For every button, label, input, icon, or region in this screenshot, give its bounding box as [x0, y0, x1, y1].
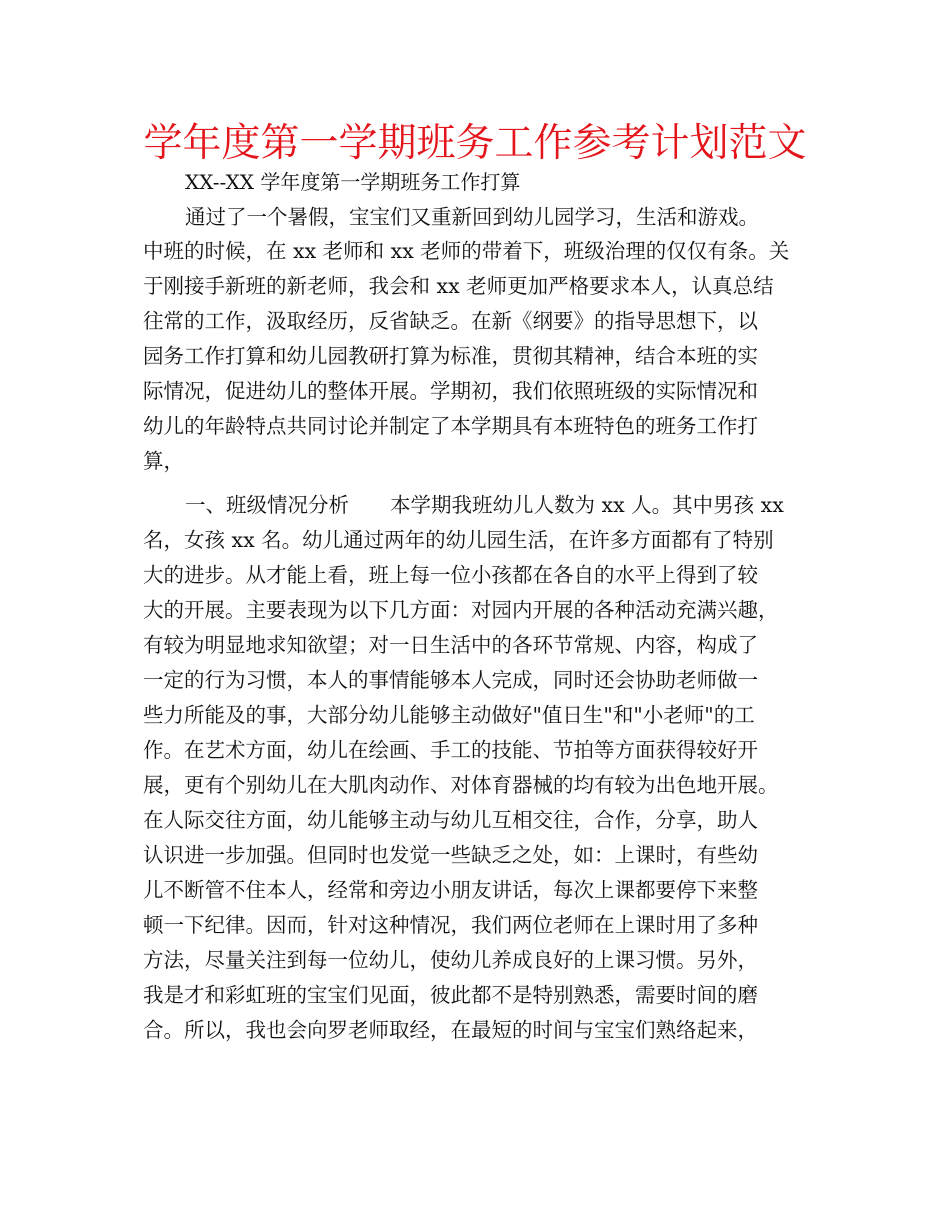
body-line: 认识进一步加强。但同时也发觉一些缺乏之处，如：上课时，有些幼 — [143, 843, 758, 867]
body-line: 合。所以，我也会向罗老师取经，在最短的时间与宝宝们熟络起来， — [143, 1018, 758, 1042]
body-line: 通过了一个暑假，宝宝们又重新回到幼儿园学习，生活和游戏。 — [185, 205, 759, 229]
document-subtitle: XX--XX 学年度第一学期班务工作打算 — [185, 170, 521, 194]
body-line: 际情况，促进幼儿的整体开展。学期初，我们依照班级的实际情况和 — [143, 379, 758, 403]
body-line: 展，更有个别幼儿在大肌肉动作、对体育器械的均有较为出色地开展。 — [143, 773, 779, 797]
body-line: 一定的行为习惯，本人的事情能够本人完成，同时还会协助老师做一 — [143, 668, 758, 692]
body-line: 中班的时候，在 xx 老师和 xx 老师的带着下，班级治理的仅仅有条。关 — [143, 239, 790, 263]
body-line: 名，女孩 xx 名。幼儿通过两年的幼儿园生活，在许多方面都有了特别 — [143, 528, 774, 552]
body-line: 我是才和彩虹班的宝宝们见面，彼此都不是特别熟悉，需要时间的磨 — [143, 983, 758, 1007]
body-line: 大的开展。主要表现为以下几方面：对园内开展的各种活动充满兴趣， — [143, 598, 779, 622]
body-line: 往常的工作，汲取经历，反省缺乏。在新《纲要》的指导思想下，以 — [143, 309, 758, 333]
body-line: 作。在艺术方面，幼儿在绘画、手工的技能、节拍等方面获得较好开 — [143, 738, 758, 762]
body-line: 些力所能及的事，大部分幼儿能够主动做好"值日生"和"小老师"的工 — [143, 703, 755, 727]
body-line: 一、班级情况分析 本学期我班幼儿人数为 xx 人。其中男孩 xx — [185, 493, 784, 517]
body-line: 在人际交往方面，幼儿能够主动与幼儿互相交往，合作，分享，助人 — [143, 808, 758, 832]
body-line: 算， — [143, 449, 184, 473]
document-title: 学年度第一学期班务工作参考计划范文 — [143, 121, 807, 166]
body-line: 于刚接手新班的新老师，我会和 xx 老师更加严格要求本人，认真总结 — [143, 274, 774, 298]
body-line: 园务工作打算和幼儿园教研打算为标准，贯彻其精神，结合本班的实 — [143, 344, 758, 368]
body-line: 顿一下纪律。因而，针对这种情况，我们两位老师在上课时用了多种 — [143, 913, 758, 937]
body-line: 幼儿的年龄特点共同讨论并制定了本学期具有本班特色的班务工作打 — [143, 414, 758, 438]
body-line: 方法，尽量关注到每一位幼儿，使幼儿养成良好的上课习惯。另外， — [143, 948, 758, 972]
body-line: 大的进步。从才能上看，班上每一位小孩都在各自的水平上得到了较 — [143, 563, 758, 587]
body-line: 有较为明显地求知欲望；对一日生活中的各环节常规、内容，构成了 — [143, 633, 758, 657]
body-line: 儿不断管不住本人，经常和旁边小朋友讲话，每次上课都要停下来整 — [143, 878, 758, 902]
